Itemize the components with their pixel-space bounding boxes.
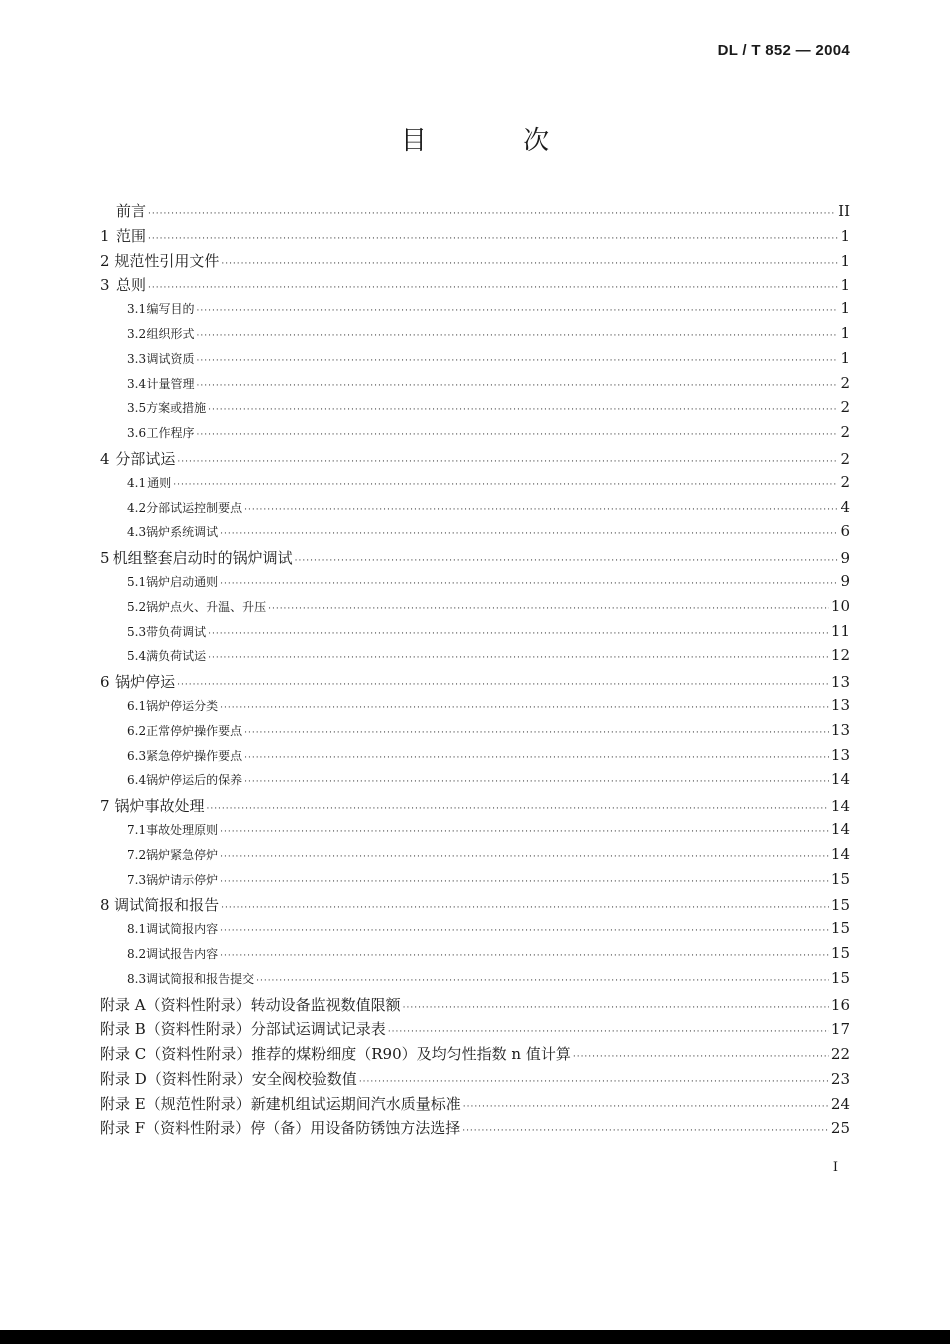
toc-entry-number: 5.4 (127, 649, 147, 664)
toc-page-number: 12 (830, 646, 850, 665)
toc-entry-title: 锅炉事故处理 (114, 797, 205, 816)
dot-leader (208, 629, 829, 639)
toc-entry-number: 5.3 (127, 624, 147, 639)
toc-entry-number: 7.3 (127, 872, 147, 887)
toc-entry[interactable] (100, 721, 850, 746)
toc-entry[interactable] (100, 820, 850, 845)
dot-leader (220, 529, 838, 539)
toc-page-number: 1 (840, 251, 850, 270)
toc-entry-title: 锅炉紧急停炉 (146, 847, 219, 862)
dot-leader (173, 480, 838, 490)
toc-entry-title: 锅炉请示停炉 (146, 872, 219, 887)
toc-entry-number: 5.2 (127, 599, 147, 614)
toc-entry[interactable] (100, 473, 850, 498)
toc-entry-title: 锅炉系统调试 (146, 525, 219, 540)
toc-page-number: 14 (830, 797, 850, 816)
toc-entry-number: 3.4 (127, 376, 147, 391)
toc-entry-number: 4 (100, 449, 110, 468)
toc-entry[interactable] (100, 448, 850, 473)
toc-entry-title: 停（备）用设备防锈蚀方法选择 (250, 1119, 461, 1138)
toc-page-number: 17 (830, 1020, 850, 1039)
toc-page-number: 9 (840, 549, 850, 568)
toc-entry[interactable] (100, 423, 850, 448)
toc-entry-number: 3.6 (127, 426, 147, 441)
toc-entry-title: 调试报告内容 (146, 946, 219, 961)
toc-entry[interactable] (100, 1093, 850, 1118)
toc-entry[interactable] (100, 671, 850, 696)
toc-entry-number: 8.1 (127, 922, 147, 937)
dot-leader (244, 777, 829, 787)
toc-entry[interactable] (100, 845, 850, 870)
toc-entry-title: 新建机组试运期间汽水质量标准 (250, 1094, 461, 1113)
toc-page-number: 1 (840, 226, 850, 245)
toc-entry-title: 紧急停炉操作要点 (146, 748, 243, 763)
dot-leader (177, 680, 829, 690)
dot-leader (388, 1027, 829, 1037)
dot-leader (295, 556, 839, 566)
toc-entry[interactable] (100, 1018, 850, 1043)
toc-page-number: 15 (830, 919, 850, 938)
toc-entry-title: 锅炉停运 (115, 673, 176, 692)
dot-leader (220, 926, 829, 936)
dot-leader (256, 976, 829, 986)
page-number: I (832, 1160, 838, 1175)
toc-entry[interactable] (100, 547, 850, 572)
toc-entry[interactable] (100, 200, 850, 225)
toc-entry-title: 锅炉停运后的保养 (146, 773, 243, 788)
dot-leader (462, 1126, 829, 1136)
toc-entry[interactable] (100, 597, 850, 622)
dot-leader (244, 505, 838, 515)
toc-page-number: 15 (830, 968, 850, 987)
dot-leader (221, 903, 829, 913)
toc-page-number: 25 (830, 1119, 850, 1138)
toc-page-number: 4 (840, 497, 850, 516)
toc-entry[interactable] (100, 1117, 850, 1142)
toc-entry[interactable] (100, 225, 850, 250)
toc-entry[interactable] (100, 498, 850, 523)
dot-leader (220, 951, 829, 961)
toc-entry[interactable] (100, 622, 850, 647)
toc-entry[interactable] (100, 770, 850, 795)
dot-leader (244, 753, 829, 763)
toc-appendix-label: 附录 B（资料性附录） (100, 1020, 251, 1039)
dot-leader (268, 604, 829, 614)
toc-entry-number: 6 (100, 673, 110, 692)
toc-entry-title: 推荐的煤粉细度（R90）及均匀性指数 n 值计算 (251, 1045, 571, 1064)
toc-entry-title: 规范性引用文件 (114, 251, 220, 270)
toc-entry[interactable] (100, 894, 850, 919)
toc-entry-title: 锅炉点火、升温、升压 (146, 599, 267, 614)
toc-page-number: 2 (840, 449, 850, 468)
dot-leader (148, 234, 838, 244)
toc-entry-number: 6.3 (127, 748, 147, 763)
toc-page-number: 16 (830, 995, 850, 1014)
toc-entry-number: 3 (100, 276, 110, 295)
toc-appendix-label: 附录 A（资料性附录） (100, 995, 251, 1014)
toc-page-number: 13 (830, 745, 850, 764)
toc-entry-title: 范围 (116, 226, 147, 245)
dot-leader (221, 259, 838, 269)
toc-entry[interactable] (100, 374, 850, 399)
toc-entry-number: 8 (100, 896, 110, 915)
toc-entry-title: 调试简报和报告提交 (146, 971, 255, 986)
toc-page-number: 1 (840, 348, 850, 367)
toc-entry[interactable] (100, 969, 850, 994)
dot-leader (148, 283, 838, 293)
toc-page-number: 15 (830, 869, 850, 888)
toc-entry[interactable] (100, 324, 850, 349)
toc-entry[interactable] (100, 746, 850, 771)
toc-page-number: 2 (840, 423, 850, 442)
dot-leader (148, 209, 836, 219)
toc-entry-title: 带负荷调试 (146, 624, 207, 639)
toc-entry-number: 1 (100, 226, 110, 245)
toc-entry[interactable] (100, 870, 850, 895)
toc-entry[interactable] (100, 299, 850, 324)
toc-page-number: 2 (840, 398, 850, 417)
toc-entry-title: 总则 (116, 276, 147, 295)
toc-entry[interactable] (100, 919, 850, 944)
toc-entry[interactable] (100, 1043, 850, 1068)
toc-entry-title: 调试简报和报告 (114, 896, 220, 915)
toc-page-number: 6 (840, 522, 850, 541)
toc-entry[interactable] (100, 274, 850, 299)
toc-entry-number: 4.2 (127, 500, 147, 515)
toc-entry-number: 5.1 (127, 574, 147, 589)
toc-entry-title: 工作程序 (146, 426, 195, 441)
toc-entry-number: 3.2 (127, 326, 147, 341)
toc-appendix-label: 附录 D（资料性附录） (100, 1069, 252, 1088)
toc-entry[interactable] (100, 696, 850, 721)
toc-entry-number: 4.1 (127, 475, 147, 490)
standard-code: DL / T 852 — 2004 (717, 42, 850, 59)
toc-entry-title: 正常停炉操作要点 (146, 723, 243, 738)
toc-appendix-label: 附录 F（资料性附录） (100, 1119, 251, 1138)
toc-entry-number: 3.1 (127, 302, 147, 317)
dot-leader (220, 852, 829, 862)
dot-leader (220, 827, 829, 837)
toc-entry-number: 4.3 (127, 525, 147, 540)
toc-page-number: 14 (830, 844, 850, 863)
toc-entry[interactable] (100, 795, 850, 820)
toc-entry-title: 前言 (115, 202, 146, 220)
toc-entry-number: 2 (100, 251, 110, 270)
dot-leader (206, 804, 828, 814)
toc-entry[interactable] (100, 646, 850, 671)
toc-entry-title: 通则 (147, 475, 172, 490)
toc-entry-number: 5 (100, 549, 110, 568)
toc-page-number: 2 (840, 373, 850, 392)
toc-appendix-label: 附录 C（资料性附录） (100, 1045, 252, 1064)
toc-entry-number: 6.1 (127, 698, 147, 713)
toc-entry[interactable] (100, 250, 850, 275)
toc-entry-number: 3.5 (127, 401, 147, 416)
page-title: 目 次 (400, 126, 594, 156)
toc-entry-number: 3.3 (127, 351, 147, 366)
toc-page-number: 14 (830, 819, 850, 838)
dot-leader (197, 306, 839, 316)
dot-leader (220, 877, 829, 887)
toc-page-number: 10 (830, 596, 850, 615)
toc-page-number: 23 (830, 1069, 850, 1088)
toc-entry-title: 组织形式 (146, 326, 195, 341)
dot-leader (359, 1077, 829, 1087)
toc-entry-title: 事故处理原则 (146, 822, 219, 837)
toc-page-number: II (838, 202, 850, 220)
toc-entry-title: 锅炉启动通则 (146, 574, 219, 589)
dot-leader (197, 356, 839, 366)
toc-page-number: 15 (830, 896, 850, 915)
dot-leader (208, 405, 838, 415)
toc-entry[interactable] (100, 349, 850, 374)
toc-entry-title: 分部试运调试记录表 (250, 1020, 386, 1039)
dot-leader (573, 1052, 829, 1062)
toc-entry-title: 调试简报内容 (146, 922, 219, 937)
toc-entry-title: 方案或措施 (146, 401, 207, 416)
dot-leader (177, 457, 838, 467)
dot-leader (220, 703, 829, 713)
toc-entry-title: 机组整套启动时的锅炉调试 (112, 549, 293, 568)
dot-leader (403, 1003, 829, 1013)
toc-entry-number: 8.2 (127, 946, 147, 961)
toc-entry-title: 锅炉停运分类 (146, 698, 219, 713)
toc-entry-number: 7.2 (127, 847, 147, 862)
toc-page-number: 15 (830, 943, 850, 962)
toc-entry-title: 计量管理 (146, 376, 195, 391)
toc-entry[interactable] (100, 522, 850, 547)
toc-page-number: 14 (830, 770, 850, 789)
toc-page-number: 13 (830, 720, 850, 739)
toc-entry-title: 分部试运控制要点 (146, 500, 243, 515)
toc-page-number: 11 (830, 621, 850, 640)
toc-entry-title: 分部试运 (115, 449, 176, 468)
toc-entry-number: 6.4 (127, 773, 147, 788)
toc-entry-number: 7.1 (127, 822, 147, 837)
toc-entry[interactable] (100, 944, 850, 969)
toc-entry-title: 编写目的 (146, 302, 195, 317)
toc-page-number: 13 (830, 673, 850, 692)
toc-entry-number: 7 (100, 797, 110, 816)
toc-appendix-label: 附录 E（规范性附录） (100, 1094, 251, 1113)
toc-page-number: 1 (840, 299, 850, 318)
dot-leader (463, 1102, 829, 1112)
toc-page-number: 2 (840, 472, 850, 491)
toc-entry-title: 转动设备监视数值限额 (250, 995, 401, 1014)
table-of-contents (100, 200, 850, 1142)
toc-page-number: 13 (830, 695, 850, 714)
toc-entry-number: 8.3 (127, 971, 147, 986)
toc-entry[interactable] (100, 572, 850, 597)
toc-page-number: 22 (830, 1045, 850, 1064)
toc-page-number: 24 (830, 1094, 850, 1113)
dot-leader (197, 430, 839, 440)
toc-entry[interactable] (100, 1068, 850, 1093)
dot-leader (197, 331, 839, 341)
toc-entry-number: 6.2 (127, 723, 147, 738)
toc-entry-title: 安全阀校验数值 (251, 1069, 357, 1088)
toc-entry[interactable] (100, 398, 850, 423)
toc-entry-title: 满负荷试运 (146, 649, 207, 664)
toc-page-number: 1 (840, 276, 850, 295)
dot-leader (220, 579, 838, 589)
dot-leader (244, 728, 829, 738)
bottom-border (0, 1330, 950, 1344)
toc-entry[interactable] (100, 994, 850, 1019)
dot-leader (208, 653, 829, 663)
dot-leader (197, 381, 839, 391)
toc-page-number: 9 (840, 571, 850, 590)
toc-entry-title: 调试资质 (146, 351, 195, 366)
toc-page-number: 1 (840, 323, 850, 342)
